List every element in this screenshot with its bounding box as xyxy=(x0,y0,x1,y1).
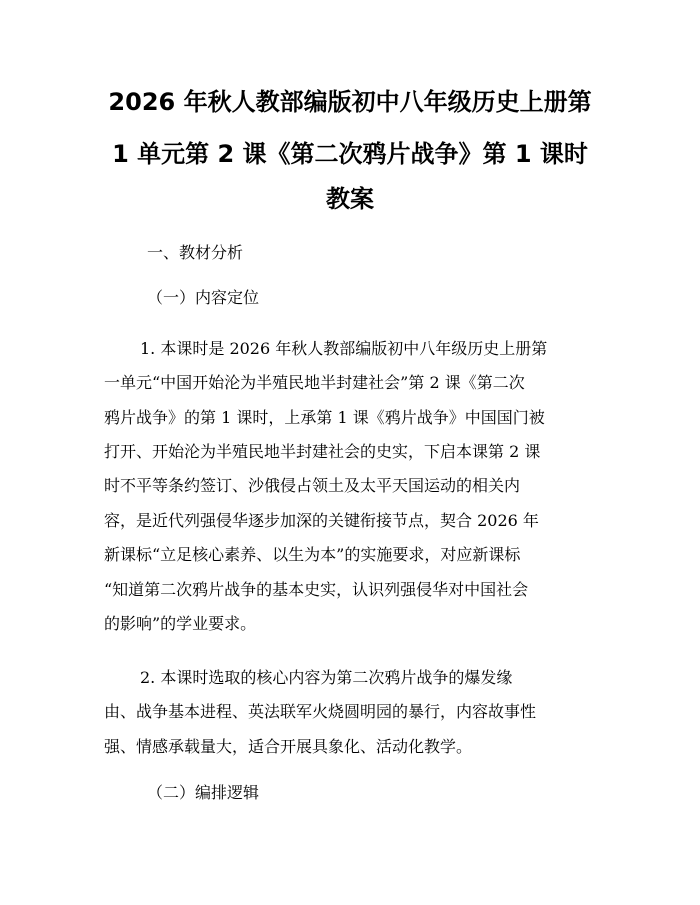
paragraph-1-line: 新课标“立足核心素养、以生为本”的实施要求，对应新课标 xyxy=(104,545,521,564)
paragraph-1-line: 容，是近代列强侵华逐步加深的关键衔接节点，契合 2026 年 xyxy=(104,511,539,530)
paragraph-1-line: 一单元“中国开始沦为半殖民地半封建社会”第 2 课《第二次 xyxy=(104,373,525,392)
paragraph-1-line: 鸦片战争》的第 1 课时，上承第 1 课《鸦片战争》中国国门被 xyxy=(104,408,545,427)
document-title-line-2: 1 单元第 2 课《第二次鸦片战争》第 1 课时 xyxy=(112,140,588,168)
paragraph-2-line: 2. 本课时选取的核心内容为第二次鸦片战争的爆发缘 xyxy=(140,668,513,687)
paragraph-1-line: 1. 本课时是 2026 年秋人教部编版初中八年级历史上册第 xyxy=(140,339,548,358)
subsection-heading-content-position: （一）内容定位 xyxy=(147,288,260,307)
document-title-line-3: 教案 xyxy=(326,185,374,213)
paragraph-2-line: 强、情感承载量大，适合开展具象化、活动化教学。 xyxy=(104,737,473,756)
paragraph-1-line: 时不平等条约签订、沙俄侵占领土及太平天国运动的相关内 xyxy=(104,476,521,495)
paragraph-1-line: 打开、开始沦为半殖民地半封建社会的史实，下启本课第 2 课 xyxy=(104,442,541,461)
paragraph-1-line: “知道第二次鸦片战争的基本史实，认识列强侵华对中国社会 xyxy=(104,580,529,599)
section-heading-materials-analysis: 一、教材分析 xyxy=(147,243,244,262)
document-title-line-1: 2026 年秋人教部编版初中八年级历史上册第 xyxy=(108,88,592,116)
paragraph-1-line: 的影响”的学业要求。 xyxy=(104,614,257,633)
paragraph-2-line: 由、战争基本进程、英法联军火烧圆明园的暴行，内容故事性 xyxy=(104,702,537,721)
subsection-heading-arrangement-logic: （二）编排逻辑 xyxy=(147,783,260,802)
